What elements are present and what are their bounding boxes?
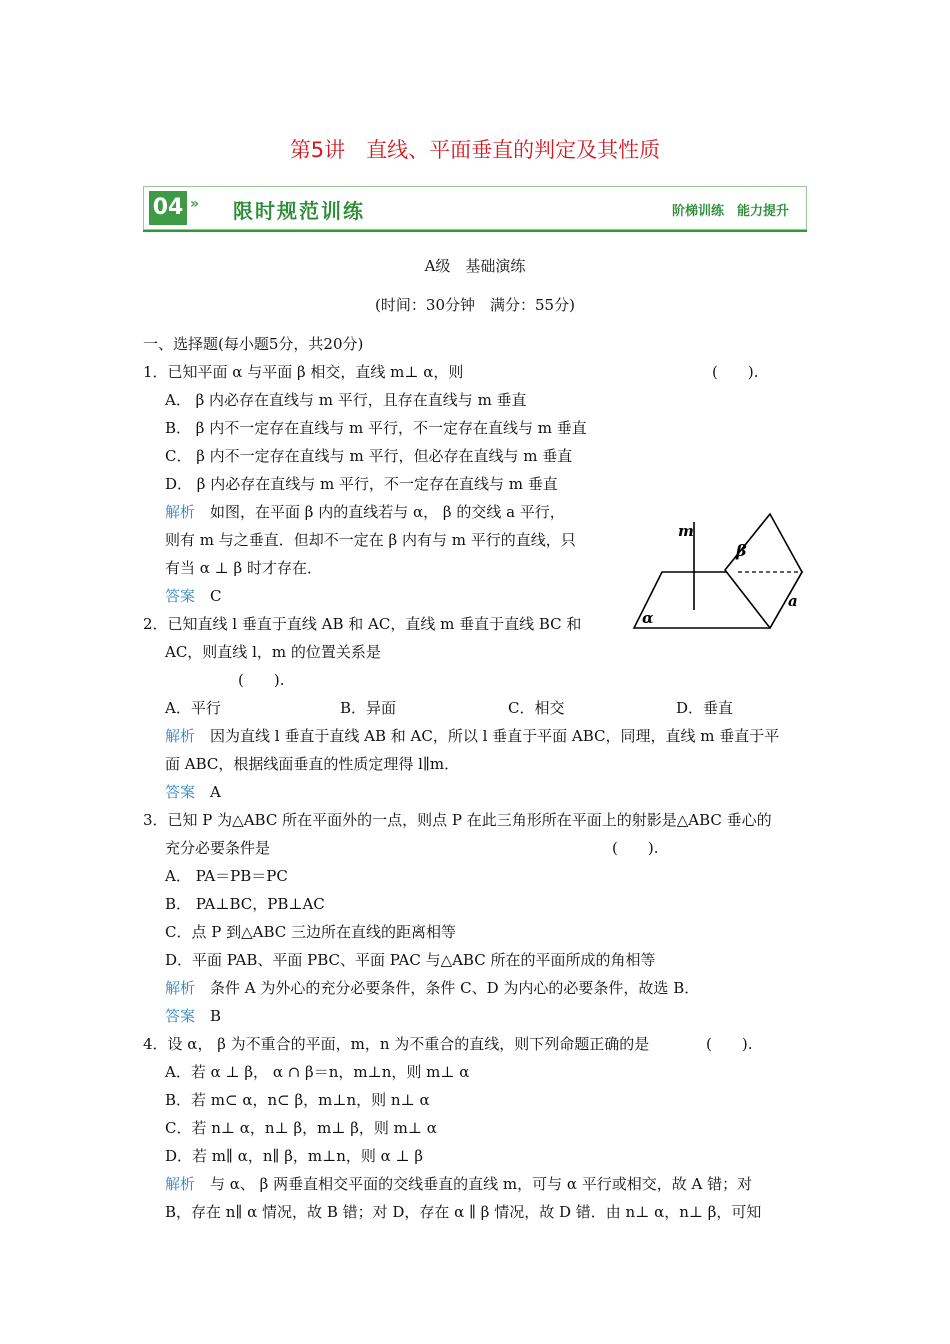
q1-bracket: ( ). xyxy=(712,363,759,381)
section-banner xyxy=(143,186,807,232)
plane-figure xyxy=(630,508,810,633)
q2-analysis-line-2: 面 ABC，根据线面垂直的性质定理得 l∥m． xyxy=(165,755,460,773)
q1-analysis-line-3: 有当 α ⊥ β 时才存在． xyxy=(165,559,322,577)
q4-bracket: ( ). xyxy=(706,1035,753,1053)
time-info: (时间：30分钟 满分：55分) xyxy=(375,296,575,314)
q4-analysis-line-2: B，存在 n∥ α 情况，故 B 错；对 D，存在 α ∥ β 情况，故 D 错．由 n⊥ α，n⊥ β，可知 xyxy=(165,1203,762,1221)
q2-bracket: ( ). xyxy=(238,671,285,689)
q3-analysis-label: 解析 xyxy=(165,979,196,997)
q1-answer-label: 答案 xyxy=(165,587,196,605)
q4-option-d: D．若 m∥ α，n∥ β，m⊥n，则 α ⊥ β xyxy=(165,1147,424,1165)
page-title: 第5讲 直线、平面垂直的判定及其性质 xyxy=(289,138,661,162)
q2-answer: 答案 A xyxy=(165,783,221,801)
q1-analysis-label: 解析 xyxy=(165,503,196,521)
q3-bracket: ( ). xyxy=(612,839,659,857)
q4-analysis-line-1: 解析 与 α、 β 两垂直相交平面的交线垂直的直线 m，可与 α 平行或相交，故 A 错；对 xyxy=(165,1175,753,1193)
banner-underline xyxy=(143,230,807,232)
q2-analysis-line-1: 解析 因为直线 l 垂直于直线 AB 和 AC，所以 l 垂直于平面 ABC，同理，直线 m 垂直于平 xyxy=(165,727,780,745)
q3-stem-line-2: 充分必要条件是 xyxy=(165,839,271,857)
q2-option-a: A．平行 xyxy=(165,699,221,717)
banner-right-title: 阶梯训练 能力提升 xyxy=(671,204,789,219)
q1-answer: 答案 C xyxy=(165,587,222,605)
q4-analysis-label: 解析 xyxy=(165,1175,196,1193)
q3-analysis: 解析 条件 A 为外心的充分必要条件，条件 C、D 为内心的必要条件，故选 B． xyxy=(165,979,700,997)
label-a: a xyxy=(788,592,798,610)
q1-option-d: D． β 内必存在直线与 m 平行，不一定存在直线与 m 垂直 xyxy=(165,475,558,493)
level-heading: A级 基础演练 xyxy=(424,257,526,275)
q2-answer-label: 答案 xyxy=(165,783,196,801)
q2-option-d: D．垂直 xyxy=(676,699,734,717)
banner-main-title: 限时规范训练 xyxy=(233,199,365,223)
label-alpha: α xyxy=(642,609,654,627)
q2-stem-line-1: 2．已知直线 l 垂直于直线 AB 和 AC，直线 m 垂直于直线 BC 和 xyxy=(143,615,582,633)
q2-analysis-label: 解析 xyxy=(165,727,196,745)
q4-option-a: A．若 α ⊥ β， α ∩ β＝n，m⊥n，则 m⊥ α xyxy=(165,1063,470,1081)
q1-option-b: B． β 内不一定存在直线与 m 平行，不一定存在直线与 m 垂直 xyxy=(165,419,587,437)
plane-beta xyxy=(725,514,802,628)
q3-answer: 答案 B xyxy=(165,1007,222,1025)
q3-option-b: B． PA⊥BC，PB⊥AC xyxy=(165,895,325,913)
label-m: m xyxy=(678,522,694,540)
q4-option-c: C．若 n⊥ α，n⊥ β，m⊥ β，则 m⊥ α xyxy=(165,1119,437,1137)
q1-option-a: A． β 内必存在直线与 m 平行，且存在直线与 m 垂直 xyxy=(165,391,527,409)
banner-number: 04 xyxy=(149,191,187,225)
q2-option-c: C．相交 xyxy=(508,699,565,717)
q1-analysis-line-2: 则有 m 与之垂直．但却不一定在 β 内有与 m 平行的直线，只 xyxy=(165,531,576,549)
q3-answer-label: 答案 xyxy=(165,1007,196,1025)
q3-option-a: A． PA＝PB＝PC xyxy=(165,867,288,885)
section-heading: 一、选择题(每小题5分，共20分) xyxy=(143,335,364,353)
q1-stem: 1．已知平面 α 与平面 β 相交，直线 m⊥ α，则 xyxy=(143,363,464,381)
q3-option-c: C．点 P 到△ABC 三边所在直线的距离相等 xyxy=(165,923,457,941)
q1-analysis-line-1: 解析 如图，在平面 β 内的直线若与 α， β 的交线 a 平行， xyxy=(165,503,565,521)
q3-option-d: D．平面 PAB、平面 PBC、平面 PAC 与△ABC 所在的平面所成的角相等 xyxy=(165,951,656,969)
q2-option-b: B．异面 xyxy=(340,699,397,717)
q4-option-b: B．若 m⊂ α，n⊂ β，m⊥n，则 n⊥ α xyxy=(165,1091,430,1109)
banner-arrows: » xyxy=(190,196,200,212)
q2-stem-line-2: AC，则直线 l，m 的位置关系是 xyxy=(165,643,381,661)
q1-option-c: C． β 内不一定存在直线与 m 平行，但必存在直线与 m 垂直 xyxy=(165,447,573,465)
label-beta: β xyxy=(736,541,747,560)
q3-stem-line-1: 3．已知 P 为△ABC 所在平面外的一点，则点 P 在此三角形所在平面上的射影是△ABC 垂心的 xyxy=(143,811,772,829)
q4-stem: 4．设 α， β 为不重合的平面，m，n 为不重合的直线，则下列命题正确的是 xyxy=(143,1035,650,1053)
